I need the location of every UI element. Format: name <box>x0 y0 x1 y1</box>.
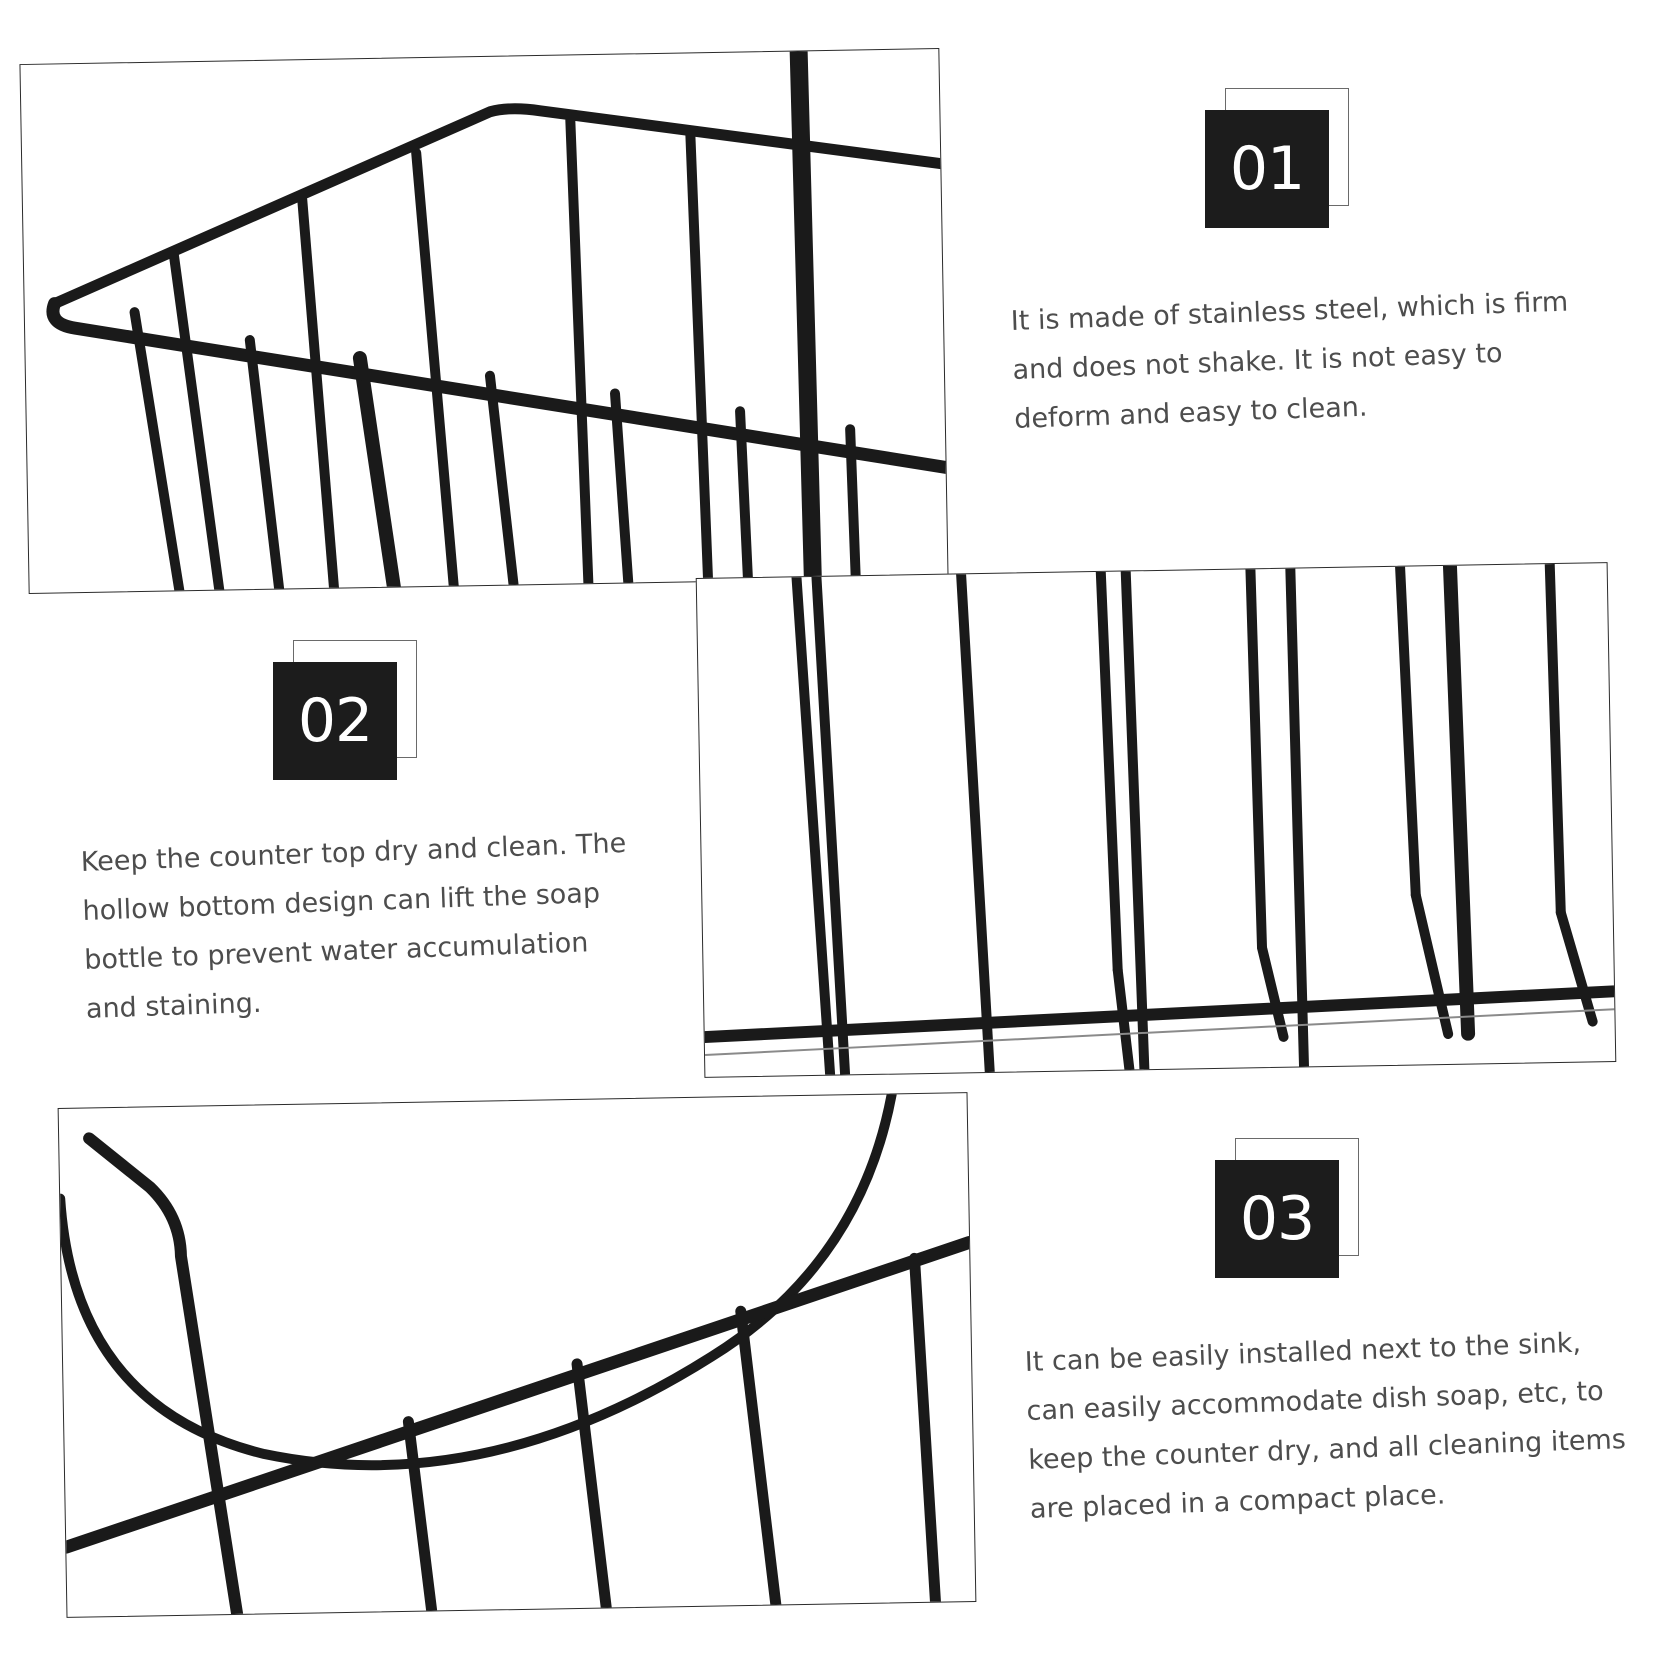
feature-number: 01 <box>1205 110 1329 228</box>
description-line: It can be easily installed next to the sink, <box>1024 1327 1582 1378</box>
description-line: It is made of stainless steel, which is firm <box>1010 286 1569 337</box>
feature-number-badge-03 <box>1215 1160 1339 1278</box>
feature-number-badge-02 <box>273 662 397 780</box>
feature-description-01 <box>1010 278 1572 444</box>
description-line: hollow bottom design can lift the soap <box>82 877 601 927</box>
product-photo-basket-corner <box>19 48 948 594</box>
description-line: deform and easy to clean. <box>1013 391 1368 435</box>
description-line: Keep the counter top dry and clean. The <box>80 827 627 878</box>
feature-description-03 <box>1024 1317 1628 1534</box>
feature-number-badge-01 <box>1205 110 1329 228</box>
description-line: are placed in a compact place. <box>1029 1479 1446 1525</box>
description-line: and does not shake. It is not easy to <box>1012 337 1504 386</box>
feature-description-02 <box>80 819 632 1034</box>
feature-number: 02 <box>273 662 397 780</box>
product-photo-hollow-bottom <box>696 562 1617 1078</box>
product-photo-sink-side <box>58 1092 977 1618</box>
description-line: bottle to prevent water accumulation <box>83 927 589 976</box>
description-line: can easily accommodate dish soap, etc, to <box>1026 1375 1605 1427</box>
description-line: keep the counter dry, and all cleaning items <box>1027 1424 1627 1476</box>
description-line: and staining. <box>85 987 262 1025</box>
feature-number: 03 <box>1215 1160 1339 1278</box>
